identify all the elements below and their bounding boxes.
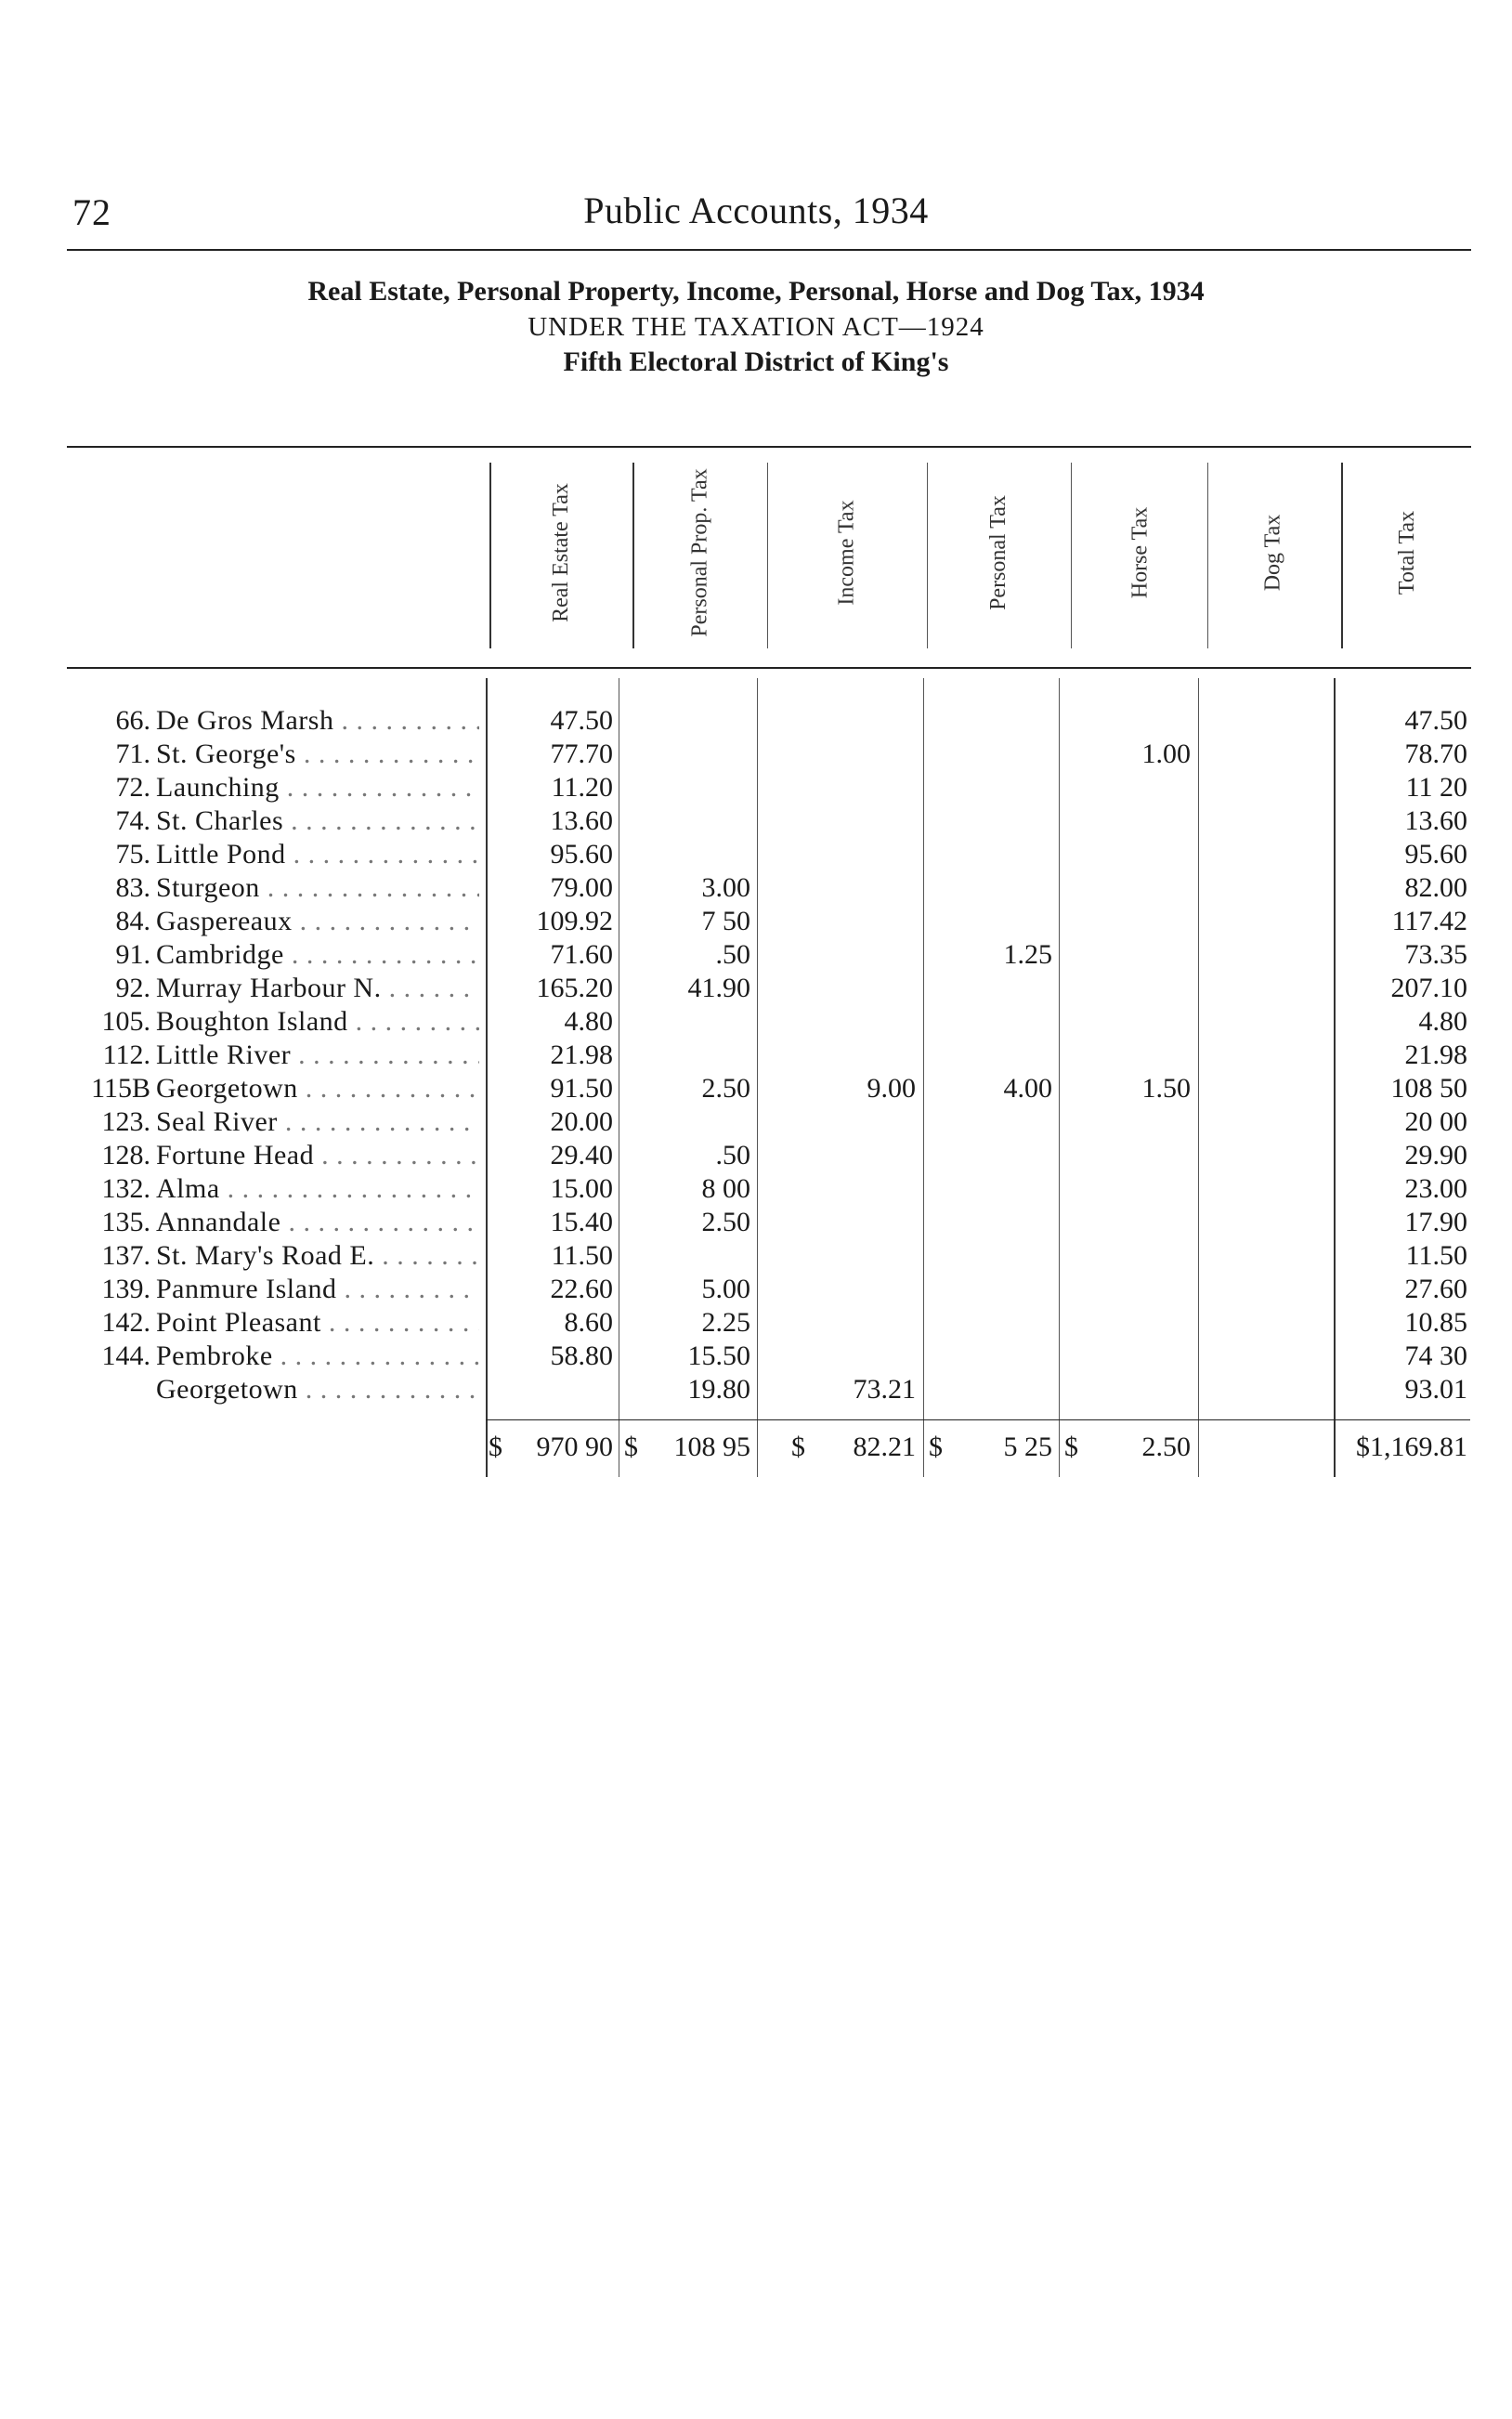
table-row (0, 804, 1512, 838)
cell-real-estate: 4.80 (564, 1006, 613, 1037)
cell-horse: 1.00 (1141, 739, 1191, 769)
cell-total: 13.60 (1404, 805, 1467, 836)
cell-real-estate: 20.00 (550, 1106, 613, 1137)
cell-total: 10.85 (1404, 1307, 1467, 1338)
column-header-income: Income Tax (834, 500, 859, 606)
entry-name: St. Mary's Road E. . . . (156, 1239, 479, 1273)
entry-number: 91. (115, 939, 150, 970)
cell-real-estate: 47.50 (550, 705, 613, 736)
entry-name: Gaspereaux . . . (156, 905, 479, 938)
table-subtitle: UNDER THE TAXATION ACT—1924 (528, 312, 984, 342)
total-income: 82.21 (853, 1432, 916, 1462)
currency-symbol: $ (489, 1432, 502, 1462)
cell-total: 93.01 (1404, 1374, 1467, 1405)
header-divider (927, 463, 928, 648)
totals-rule (486, 1419, 1470, 1420)
table-row (0, 1340, 1512, 1373)
cell-real-estate: 58.80 (550, 1340, 613, 1371)
entry-name: St. Charles . . . (156, 804, 479, 838)
cell-total: 108 50 (1390, 1073, 1467, 1104)
cell-real-estate: 71.60 (550, 939, 613, 970)
totals-row (0, 1429, 1512, 1466)
column-header-total: Total Tax (1395, 510, 1419, 595)
currency-symbol: $ (624, 1432, 638, 1462)
entry-number: 112. (102, 1040, 150, 1070)
entry-number: 92. (115, 973, 150, 1003)
cell-personal-prop: 41.90 (687, 973, 750, 1003)
column-header-personal: Personal Tax (985, 495, 1010, 610)
cell-total: 17.90 (1404, 1207, 1467, 1237)
page-number: 72 (72, 191, 111, 233)
table-row (0, 738, 1512, 771)
table-row (0, 938, 1512, 972)
entry-number: 128. (101, 1140, 150, 1170)
table-row (0, 1105, 1512, 1139)
cell-personal: 4.00 (1003, 1073, 1052, 1104)
table-row (0, 1273, 1512, 1306)
cell-total: 73.35 (1404, 939, 1467, 970)
table-header-rule (67, 667, 1471, 669)
cell-total: 20 00 (1404, 1106, 1467, 1137)
table-row (0, 1172, 1512, 1206)
table-row (0, 905, 1512, 938)
cell-total: 11.50 (1405, 1240, 1467, 1271)
entry-number: 71. (115, 739, 150, 769)
cell-horse: 1.50 (1141, 1073, 1191, 1104)
cell-personal-prop: 19.80 (687, 1374, 750, 1405)
currency-symbol: $ (791, 1432, 805, 1462)
cell-personal: 1.25 (1003, 939, 1052, 970)
entry-number: 75. (115, 839, 150, 870)
entry-name: Georgetown . . . (156, 1373, 479, 1406)
cell-personal-prop: .50 (715, 1140, 750, 1170)
cell-income: 73.21 (853, 1374, 916, 1405)
cell-real-estate: 13.60 (550, 805, 613, 836)
entry-number: 74. (115, 805, 150, 836)
cell-total: 11 20 (1405, 772, 1467, 803)
title-block (0, 275, 1512, 379)
running-head: Public Accounts, 1934 (583, 190, 929, 231)
entry-name: Seal River . . . (156, 1105, 479, 1139)
cell-total: 21.98 (1404, 1040, 1467, 1070)
currency-symbol: $ (929, 1432, 943, 1462)
entry-name: Boughton Island . . . (156, 1005, 479, 1039)
table-row (0, 771, 1512, 804)
table-row (0, 1072, 1512, 1105)
table-row (0, 871, 1512, 905)
cell-real-estate: 165.20 (536, 973, 613, 1003)
entry-name: Little River . . . (156, 1039, 479, 1072)
entry-name: Point Pleasant . . . (156, 1306, 479, 1340)
entry-number: 83. (115, 872, 150, 903)
entry-name: Cambridge . . . (156, 938, 479, 972)
entry-number: 84. (115, 906, 150, 936)
column-header-personal-prop: Personal Prop. Tax (688, 468, 713, 637)
table-top-rule (67, 446, 1471, 448)
table-row (0, 972, 1512, 1005)
cell-personal-prop: 2.50 (701, 1073, 750, 1104)
table-row (0, 1239, 1512, 1273)
cell-personal-prop: 7 50 (701, 906, 750, 936)
entry-name: Launching . . . (156, 771, 479, 804)
entry-name: Murray Harbour N. . . . (156, 972, 479, 1005)
cell-income: 9.00 (867, 1073, 916, 1104)
cell-real-estate: 29.40 (550, 1140, 613, 1170)
entry-name: Georgetown . . . (156, 1072, 479, 1105)
entry-name: Pembroke . . . (156, 1340, 479, 1373)
cell-real-estate: 109.92 (536, 906, 613, 936)
entry-number: 132. (101, 1173, 150, 1204)
column-header-real-estate: Real Estate Tax (548, 483, 573, 622)
table-row (0, 1306, 1512, 1340)
entry-name: St. George's . . . (156, 738, 479, 771)
entry-number: 123. (101, 1106, 150, 1137)
entry-number: 139. (101, 1274, 150, 1304)
district-title: Fifth Electoral District of King's (563, 347, 949, 377)
total-real-estate: 970 90 (536, 1432, 613, 1462)
cell-real-estate: 11.50 (551, 1240, 613, 1271)
cell-real-estate: 79.00 (550, 872, 613, 903)
total-horse: 2.50 (1141, 1432, 1191, 1462)
cell-real-estate: 77.70 (550, 739, 613, 769)
entry-name: Little Pond . . . (156, 838, 479, 871)
cell-real-estate: 8.60 (564, 1307, 613, 1338)
entry-number: 144. (101, 1340, 150, 1371)
cell-total: 207.10 (1390, 973, 1467, 1003)
cell-personal-prop: 2.25 (701, 1307, 750, 1338)
entry-number: 135. (101, 1207, 150, 1237)
total-personal-prop: 108 95 (673, 1432, 750, 1462)
cell-real-estate: 11.20 (551, 772, 613, 803)
table-row (0, 1206, 1512, 1239)
cell-personal-prop: .50 (715, 939, 750, 970)
column-header-horse: Horse Tax (1127, 506, 1152, 599)
entry-number: 115B (91, 1073, 150, 1104)
entry-name: Fortune Head . . . (156, 1139, 479, 1172)
cell-total: 82.00 (1404, 872, 1467, 903)
cell-total: 27.60 (1404, 1274, 1467, 1304)
cell-total: 78.70 (1404, 739, 1467, 769)
cell-total: 47.50 (1404, 705, 1467, 736)
cell-real-estate: 22.60 (550, 1274, 613, 1304)
table-row (0, 1039, 1512, 1072)
entry-name: Panmure Island . . . (156, 1273, 479, 1306)
total-personal: 5 25 (1003, 1432, 1052, 1462)
cell-real-estate: 95.60 (550, 839, 613, 870)
cell-total: 23.00 (1404, 1173, 1467, 1204)
entry-number: 105. (101, 1006, 150, 1037)
cell-personal-prop: 3.00 (701, 872, 750, 903)
entry-number: 66. (115, 705, 150, 736)
entry-number: 72. (115, 772, 150, 803)
cell-real-estate: 21.98 (550, 1040, 613, 1070)
entry-number: 142. (101, 1307, 150, 1338)
table-row (0, 1139, 1512, 1172)
grand-total: $1,169.81 (1356, 1432, 1467, 1462)
table-row (0, 838, 1512, 871)
cell-total: 4.80 (1418, 1006, 1467, 1037)
table-row (0, 1005, 1512, 1039)
cell-total: 29.90 (1404, 1140, 1467, 1170)
table-title: Real Estate, Personal Property, Income, Personal, Horse and Dog Tax, 1934 (307, 276, 1205, 307)
cell-real-estate: 15.40 (550, 1207, 613, 1237)
cell-real-estate: 15.00 (550, 1173, 613, 1204)
currency-symbol: $ (1064, 1432, 1078, 1462)
column-header-dog: Dog Tax (1259, 514, 1284, 592)
head-rule (67, 249, 1471, 251)
table-row (0, 704, 1512, 738)
cell-personal-prop: 8 00 (701, 1173, 750, 1204)
entry-name: Annandale . . . (156, 1206, 479, 1239)
cell-real-estate: 91.50 (550, 1073, 613, 1104)
cell-personal-prop: 2.50 (701, 1207, 750, 1237)
cell-personal-prop: 15.50 (687, 1340, 750, 1371)
entry-name: Sturgeon . . . (156, 871, 479, 905)
cell-total: 117.42 (1391, 906, 1467, 936)
cell-personal-prop: 5.00 (701, 1274, 750, 1304)
entry-number: 137. (101, 1240, 150, 1271)
cell-total: 74 30 (1404, 1340, 1467, 1371)
entry-name: De Gros Marsh . . . (156, 704, 479, 738)
entry-name: Alma . . . (156, 1172, 479, 1206)
table-row (0, 1373, 1512, 1406)
cell-total: 95.60 (1404, 839, 1467, 870)
